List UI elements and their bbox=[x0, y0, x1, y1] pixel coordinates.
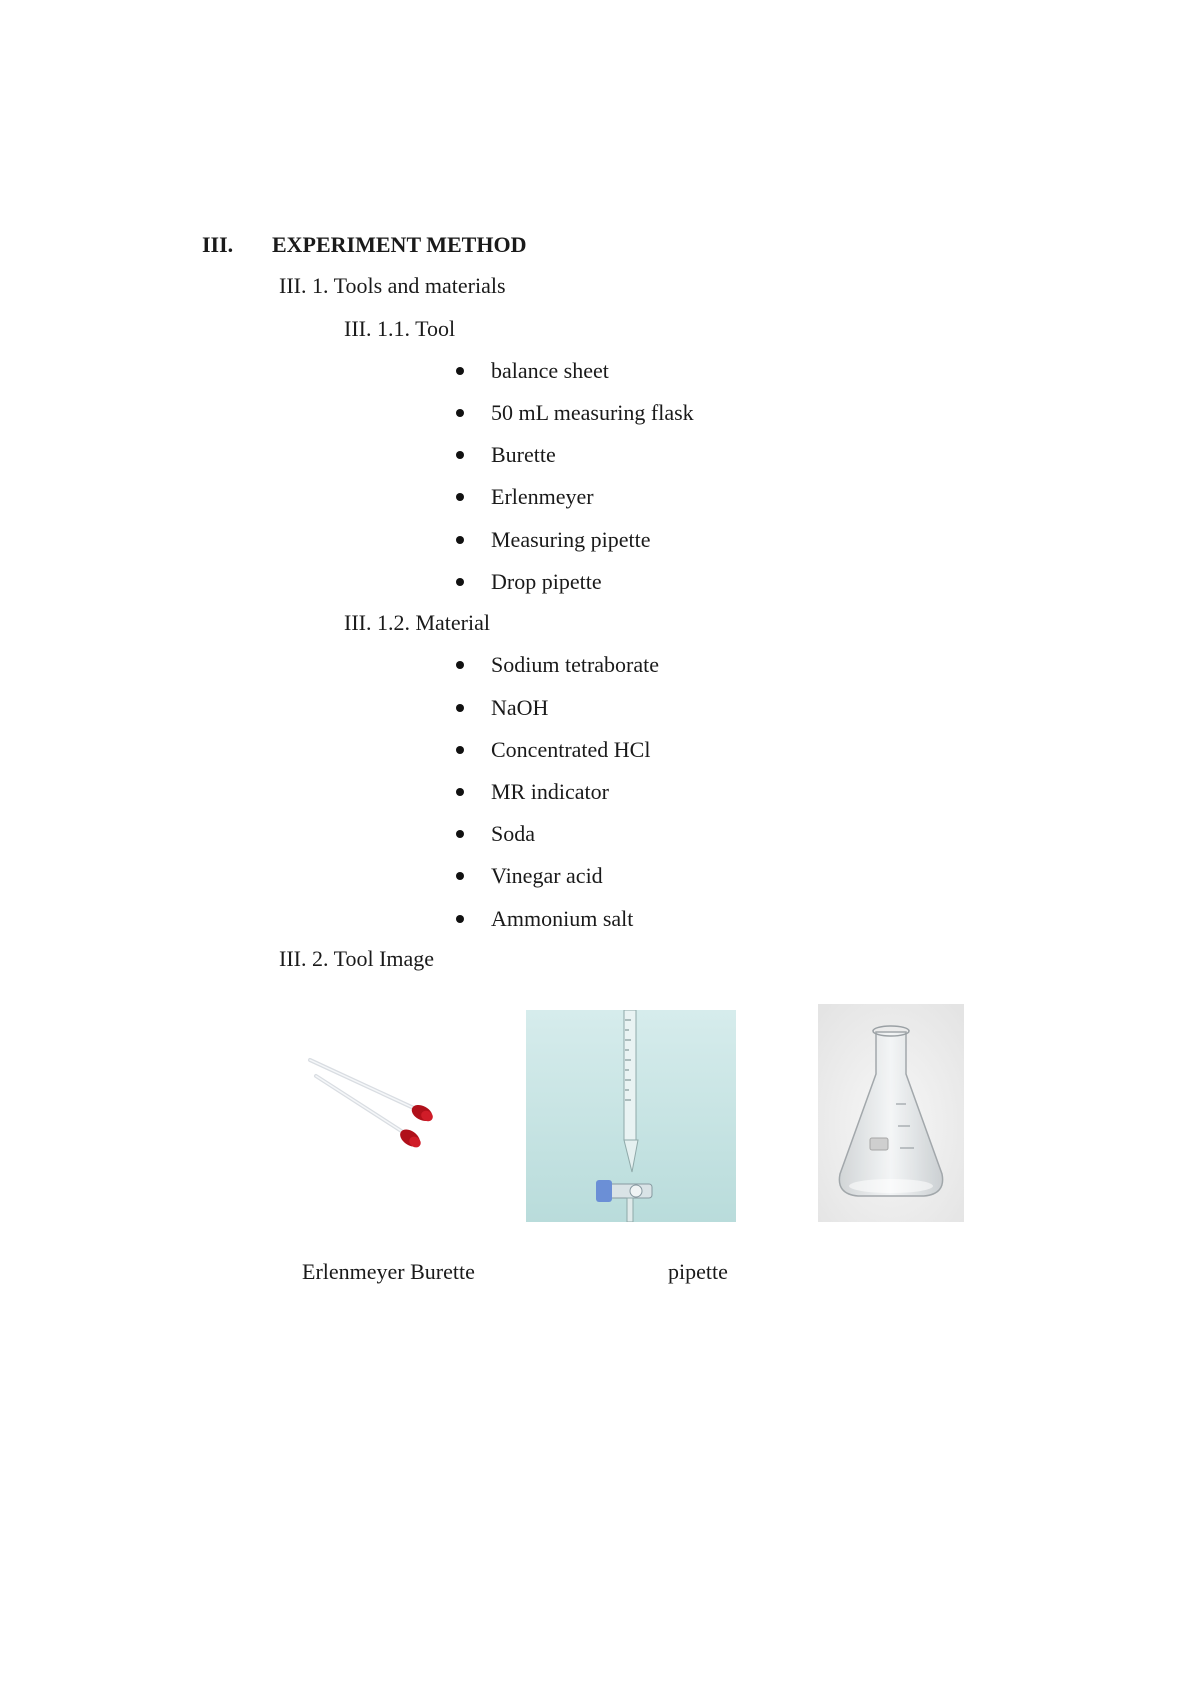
list-item-text: 50 mL measuring flask bbox=[491, 400, 694, 425]
erlenmeyer-flask-image bbox=[818, 1004, 964, 1222]
bullet-icon bbox=[456, 788, 464, 796]
bullet-icon bbox=[456, 536, 464, 544]
list-item-text: Sodium tetraborate bbox=[491, 652, 660, 677]
subsection-tools-and-materials: III. 1. Tools and materials bbox=[279, 273, 506, 298]
subsection-tool: III. 1.1. Tool bbox=[344, 316, 456, 341]
bullet-icon bbox=[456, 409, 464, 417]
bullet-icon bbox=[456, 915, 464, 923]
drop-pipette-image bbox=[300, 1040, 450, 1170]
section-title: EXPERIMENT METHOD bbox=[272, 232, 527, 257]
list-item-text: NaOH bbox=[491, 695, 549, 720]
bullet-icon bbox=[456, 872, 464, 880]
list-item-text: Drop pipette bbox=[491, 569, 602, 594]
burette-image bbox=[526, 1010, 736, 1222]
list-item-text: balance sheet bbox=[491, 358, 609, 383]
figure-caption-right: pipette bbox=[668, 1259, 728, 1284]
bullet-icon bbox=[456, 578, 464, 586]
list-item-text: Erlenmeyer bbox=[491, 484, 594, 509]
bullet-icon bbox=[456, 746, 464, 754]
list-item-text: Soda bbox=[491, 821, 535, 846]
section-number: III. bbox=[202, 232, 234, 257]
bullet-icon bbox=[456, 451, 464, 459]
list-item-text: Concentrated HCl bbox=[491, 737, 651, 762]
bullet-icon bbox=[456, 367, 464, 375]
bullet-icon bbox=[456, 704, 464, 712]
bullet-icon bbox=[456, 830, 464, 838]
list-item-text: Burette bbox=[491, 442, 556, 467]
list-item-text: Ammonium salt bbox=[491, 906, 634, 931]
figure-caption-left: Erlenmeyer Burette bbox=[302, 1259, 475, 1284]
bullet-icon bbox=[456, 661, 464, 669]
subsection-material: III. 1.2. Material bbox=[344, 610, 490, 635]
subsection-tool-image: III. 2. Tool Image bbox=[279, 946, 435, 971]
list-item-text: MR indicator bbox=[491, 779, 609, 804]
list-item-text: Vinegar acid bbox=[491, 863, 603, 888]
bullet-icon bbox=[456, 493, 464, 501]
list-item-text: Measuring pipette bbox=[491, 527, 651, 552]
